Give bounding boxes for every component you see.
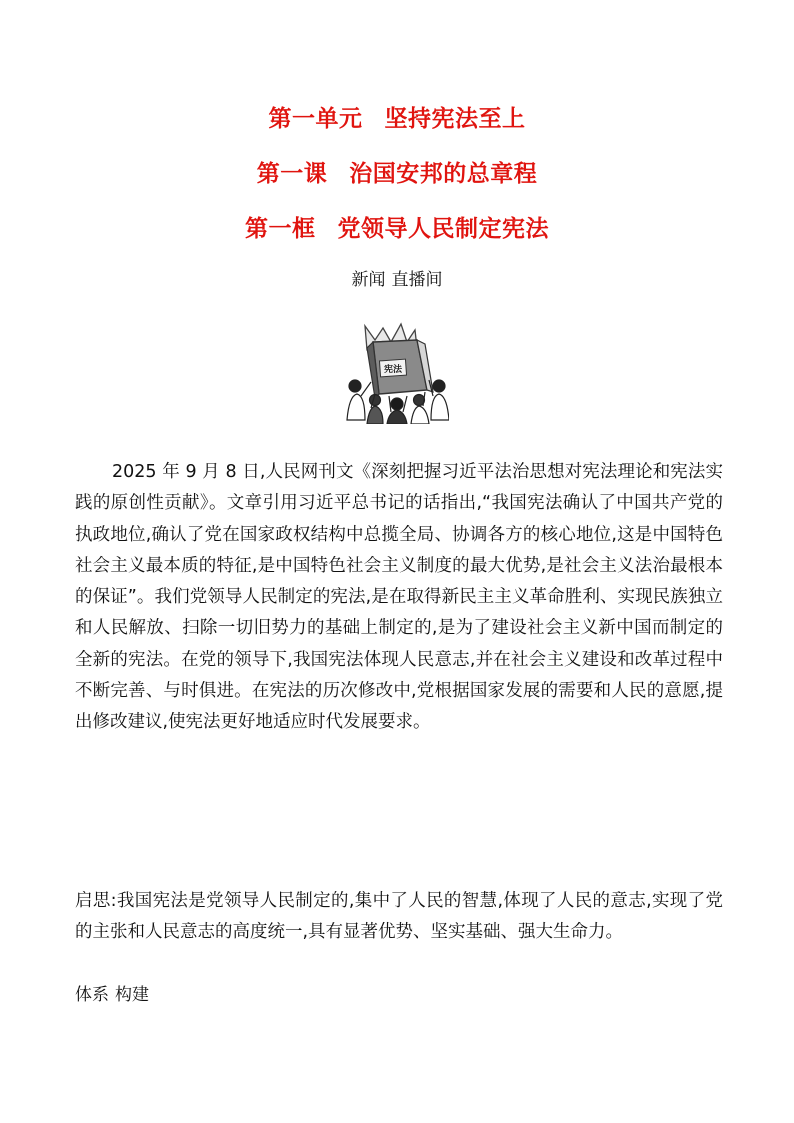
lesson-title: 治国安邦的总章程 <box>349 161 538 187</box>
insight-paragraph: 启思:我国宪法是党领导人民制定的,集中了人民的智慧,体现了人民的意志,实现了党的主张和人民意志的高度统一,具有显著优势、坚实基础、强大生命力。 <box>75 891 723 943</box>
frame-label: 第一框 <box>245 216 316 242</box>
unit-title: 坚持宪法至上 <box>384 106 526 132</box>
section-label-part2: 直播间 <box>391 270 443 290</box>
footer-label-part2: 构建 <box>115 985 149 1005</box>
section-system-build <box>75 983 149 1007</box>
unit-label: 第一单元 <box>268 106 363 132</box>
lesson-label: 第一课 <box>256 161 328 187</box>
frame-title: 党领导人民制定宪法 <box>337 216 549 242</box>
footer-label-part1: 体系 <box>75 985 109 1005</box>
section-label-part1: 新闻 <box>351 270 386 290</box>
constitution-illustration <box>345 320 449 424</box>
frame-heading <box>0 214 794 244</box>
section-news-live <box>0 268 794 292</box>
lesson-heading <box>0 159 794 189</box>
news-story-paragraph: 2025 年 9 月 8 日,人民网刊文《深刻把握习近平法治思想对宪法理论和宪法实践的原创性贡献》。文章引用习近平总书记的话指出,“我国宪法确认了中国共产党的执政地位,确认了党在国家政权结构中总揽全局、协调各方的核心地位,这是中国特色社会主义最本质的特征,是中国特色社会主义制度的最大优势,是社会主义法治最根本的保证”。我们党领导人民制定的宪法,是在取得新民主主义革命胜利、实现民族独立和人民解放、扫除一切旧势力的基础上制定的,是为了建设社会主义新中国而制定的全新的宪法。在党的领导下,我国宪法体现人民意志,并在社会主义建设和改革过程中不断完善、与时俱进。在宪法的历次修改中,党根据国家发展的需要和人民的意愿,提出修改建议,使宪法更好地适应时代发展要求。 <box>75 462 723 733</box>
unit-heading <box>0 104 794 134</box>
book-icon <box>367 340 433 398</box>
book-label: 宪法 <box>383 365 403 375</box>
